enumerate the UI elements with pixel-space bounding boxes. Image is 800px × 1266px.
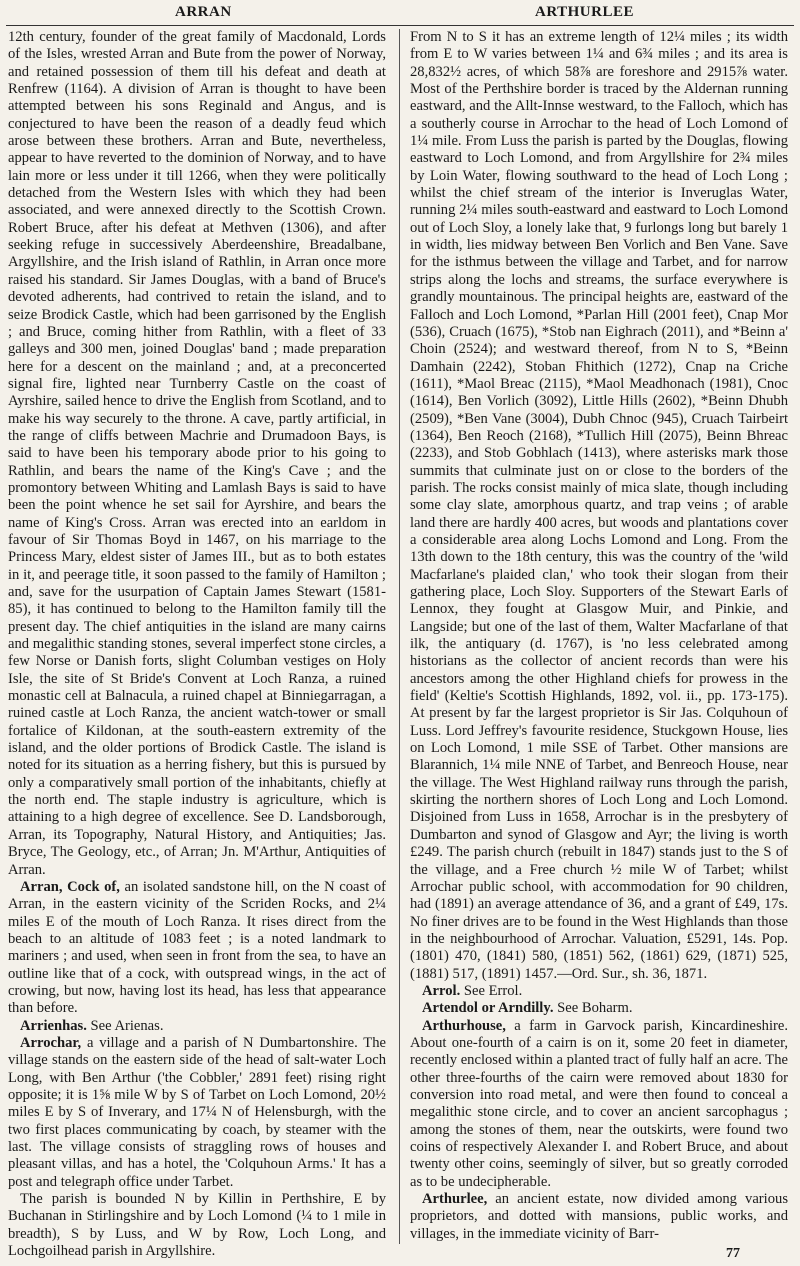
entry-paragraph bbox=[8, 879, 386, 1018]
entry-paragraph bbox=[8, 29, 386, 879]
entry-headword: Arthurlee, bbox=[422, 1191, 488, 1208]
left-running-head: ARRAN bbox=[175, 4, 232, 20]
entry-headword: Artendol or Arndilly. bbox=[422, 1000, 554, 1017]
entry-paragraph bbox=[410, 983, 788, 1000]
entry-text: See Arienas. bbox=[86, 1017, 164, 1034]
entry-paragraph bbox=[8, 1018, 386, 1035]
entry-text: From N to S it has an extreme length of 12¼ miles ; its width from E to W varies between 1¼ and 6¾ miles ; and its area is 28,832½ acres, of which 58⅞ are foreshore and 2915⅞ water. Most of the Perthshire border is traced by the Aldernan running eastward, and the Allt-Innse westward, to the Falloch, which has a southerly course in Arrochar to the head of Loch Lomond of 1¼ mile. From Luss the parish is parted by the Douglas, flowing eastward to Loch Lomond, and from Argyllshire for 2¾ miles by Loin Water, flowing southward to the head of Loch Long ; whilst the chief stream of the interior is Inveruglas Water, running 2¼ miles south-eastward and eastward to Loch Lomond out of Loch Sloy, a lonely lake that, 9 furlongs long but barely 1 in width, lies midway between Ben Vorlich and Ben Vane. Save for the isthmus between the village and Tarbet, and for narrow strips along the lochs and streams, the surface everywhere is grandly mountainous. The principal heights are, eastward of the Falloch and Loch Lomond, *Parlan Hill (2001 feet), Cnap Mor (536), Cruach (1675), *Stob nan Eighrach (2011), and *Beinn a' Choin (2524); and westward thereof, from N to S, *Beinn Damhain (2242), Stoban Fhithich (1272), Cnap na Criche (1611), *Maol Breac (2115), *Maol Meadhonach (1981), Cnoc (1614), Ben Vorlich (3092), Little Hills (2602), *Beinn Dhubh (2509), *Ben Vane (3004), Dubh Chnoc (945), Cruach Tairbeirt (1364), Ben Reoch (2168), *Tullich Hill (2075), Beinn Bhreac (2233), and Stob Gobhlach (1413), where asterisks mark those summits that culminate just on or close to the borders of the parish. The rocks consist mainly of mica slate, though including some clay slate, amorphous quartz, and trap veins ; of arable land there are hardly 400 acres, but woods and plantations cover a considerable area along Lochs Lomond and Long. From the 13th down to the 18th century, this was the country of the 'wild Macfarlane's plaided clan,' who took their slogan from their gathering place, Loch Sloy. Supporters of the Stewart Earls of Lennox, they fought at Glasgow Muir, and Pinkie, and Langside; but one of the last of them, Walter Macfarlane of that ilk, the antiquary (d. 1767), is 'no less celebrated among historians as the collector of ancient records than were his ancestors among the other Highland chiefs for prowess in the field' (Keltie's Scottish Highlands, 1892, vol. ii., pp. 173-175). At present by far the largest proprietor is Sir Jas. Colquhoun of Luss. Lord Jeffrey's favourite residence, Stuckgown House, lies on Loch Lomond, 1 mile SSE of Tarbet. Other mansions are Blarannich, 1¼ mile NNE of Tarbet, and Benreoch House, near the village. The West Highland railway runs through the parish, skirting the northern shores of Loch Long and Loch Lomond. Disjoined from Luss in 1658, Arrochar is in the presbytery of Dumbarton and synod of Glasgow and Ayr; the living is worth £249. The parish church (rebuilt in 1847) stands just to the S of the village, and a Free church ½ mile W of Tarbet; whilst Arrochar public school, with accommodation for 90 children, had (1891) an average attendance of 36, and a grant of £49, 17s. No finer drives are to be found in the West Highlands than those in the neighbourhood of Arrochar. Valuation, £5291, 14s. Pop. (1801) 470, (1841) 580, (1851) 562, (1861) 629, (1871) 525, (1881) 517, (1891) 1457.—Ord. Sur., sh. 36, 1871. bbox=[410, 29, 788, 982]
entry-text: See Boharm. bbox=[553, 1000, 633, 1017]
entry-paragraph bbox=[410, 1018, 788, 1191]
entry-text: See Errol. bbox=[460, 982, 523, 999]
column-divider bbox=[399, 29, 400, 1244]
entry-text: a village and a parish of N Dumbartonshire. The village stands on the eastern side of the head of salt-water Loch Long, with Ben Arthur ('the Cobbler,' 2891 feet) rising right opposite; it is 1⅝ mile W by S of Tarbet on Loch Lomond, 20½ miles E by S of Inverary, and 17¼ N of Helensburgh, with the two first places communicating by coach, by steamer with the last. The village consists of straggling rows of houses and pleasant villas, and has a hotel, the 'Colquhoun Arms.' It has a post and telegraph office under Tarbet. bbox=[8, 1034, 386, 1190]
entry-text: a farm in Garvock parish, Kincardineshire. About one-fourth of a cairn is on it, some 20 feet in diameter, recently enclosed within a planted tract of fully half an acre. The other three-fourths of the cairn were removed about 1830 for conversion into road metal, and were then found to conceal a megalithic stone circle, and to cover an ancient sarcophagus ; among the stones of them, near the outskirts, were found two coins of respectively Alexander I. and Robert Bruce, and about twenty other coins, seemingly of silver, but so greatly corroded as to be undecipherable. bbox=[410, 1017, 788, 1190]
right-column bbox=[410, 29, 788, 1242]
running-header bbox=[0, 2, 800, 24]
entry-headword: Arrol. bbox=[422, 982, 461, 999]
entry-text: The parish is bounded N by Killin in Perthshire, E by Buchanan in Stirlingshire and by Loch Lomond (¼ to 1 mile in breadth), S by Luss, and W by Row, Loch Long, and Lochgoilhead parish in Argyllshire. bbox=[8, 1191, 386, 1260]
entry-paragraph bbox=[8, 1191, 386, 1260]
page-number: 77 bbox=[726, 1246, 740, 1261]
entry-headword: Arthurhouse, bbox=[422, 1017, 506, 1034]
entry-paragraph bbox=[8, 1035, 386, 1191]
entry-text: an isolated sandstone hill, on the N coast of Arran, in the eastern vicinity of the Scriden Rocks, and 2¼ miles E of the mouth of Loch Ranza. It rises direct from the beach to an altitude of 1083 feet ; is a noted landmark to mariners ; and used, when seen in front from the sea, to have an outline like that of a cock, with outspread wings, in the act of crowing, but now, having lost its head, has less that appearance than before. bbox=[8, 878, 386, 1017]
entry-text: 12th century, founder of the great family of Macdonald, Lords of the Isles, wrested Arran and Bute from the power of Norway, and retained possession of them till his defeat and death at Renfrew (1164). A division of Arran is thought to have been attempted between his sons Reginald and Angus, and is conjectured to have been the reason of a deadly feud which arose between these brothers. Arran and Bute, nevertheless, appear to have reverted to the dominion of Norway, and to have lain more or less under it till 1266, when they were politically detached from the Western Isles with which they had been associated, and were annexed directly to the Scottish Crown. Robert Bruce, after his defeat at Methven (1306), and after seeking refuge in successively Aberdeenshire, Breadalbane, Argyllshire, and the Irish island of Rathlin, in Arran once more raised his standard. Sir James Douglas, with a band of Bruce's devoted adherents, had contrived to retain the island, and to seize Brodick Castle, which had been garrisoned by the English ; and Bruce, coming hither from Rathlin, with a fleet of 33 galleys and 300 men, joined Douglas' band ; made preparation here for a descent on the mainland ; and, at a preconcerted signal fire, lighted near Turnberry Castle on the coast of Ayrshire, sailed hence to drive the English from Scotland, and to make his way securely to the throne. A cave, partly artificial, in the range of cliffs between Machrie and Drumadoon Bays, is said to have been his temporary abode prior to his going to Rathlin, and bears the name of the King's Cave ; and the promontory between Whiting and Lamlash Bays is said to have been the point whence he set sail for Ayrshire, and bears the name of King's Cross. Arran was erected into an earldom in favour of Sir Thomas Boyd in 1467, on his marriage to the Princess Mary, eldest sister of James III., but as to both estates in it, and peerage title, it soon passed to the family of Hamilton ; and, save for the usurpation of Captain James Stewart (1581-85), it has continued to belong to the Hamilton family till the present day. The chief antiquities in the island are many cairns and megalithic standing stones, several imperfect stone circles, a few Norse or Danish forts, slight Columban vestiges on Holy Isle, the site of St Bride's Convent at Loch Ranza, a ruined monastic cell at Balnacula, a ruined chapel at Binniegarragan, a ruined castle at Loch Ranza, the ancient watch-tower or small fortalice of Kildonan, at the south-eastern extremity of the island, and the older portions of Brodick Castle. The island is noted for its situation as a herring fishery, but this is pursued by only a comparatively small portion of the inhabitants, chiefly at the north end. The staple industry is agriculture, which is attaining to a high degree of excellence. See D. Landsborough, Arran, its Topography, Natural History, and Antiquities; Jas. Bryce, The Geology, etc., of Arran; Jn. M'Arthur, Antiquities of Arran. bbox=[8, 29, 386, 878]
header-rule bbox=[6, 25, 794, 26]
right-running-head: ARTHURLEE bbox=[535, 4, 634, 20]
entry-paragraph bbox=[410, 1000, 788, 1017]
entry-paragraph bbox=[410, 29, 788, 983]
entry-headword: Arrochar, bbox=[20, 1034, 82, 1051]
entry-paragraph bbox=[410, 1191, 788, 1243]
left-column bbox=[8, 29, 386, 1260]
entry-headword: Arran, Cock of, bbox=[20, 878, 120, 895]
entry-headword: Arrienhas. bbox=[20, 1017, 87, 1034]
entry-text: an ancient estate, now divided among various proprietors, and dotted with mansions, public works, and villages, in the immediate vicinity of Barr- bbox=[410, 1191, 788, 1242]
